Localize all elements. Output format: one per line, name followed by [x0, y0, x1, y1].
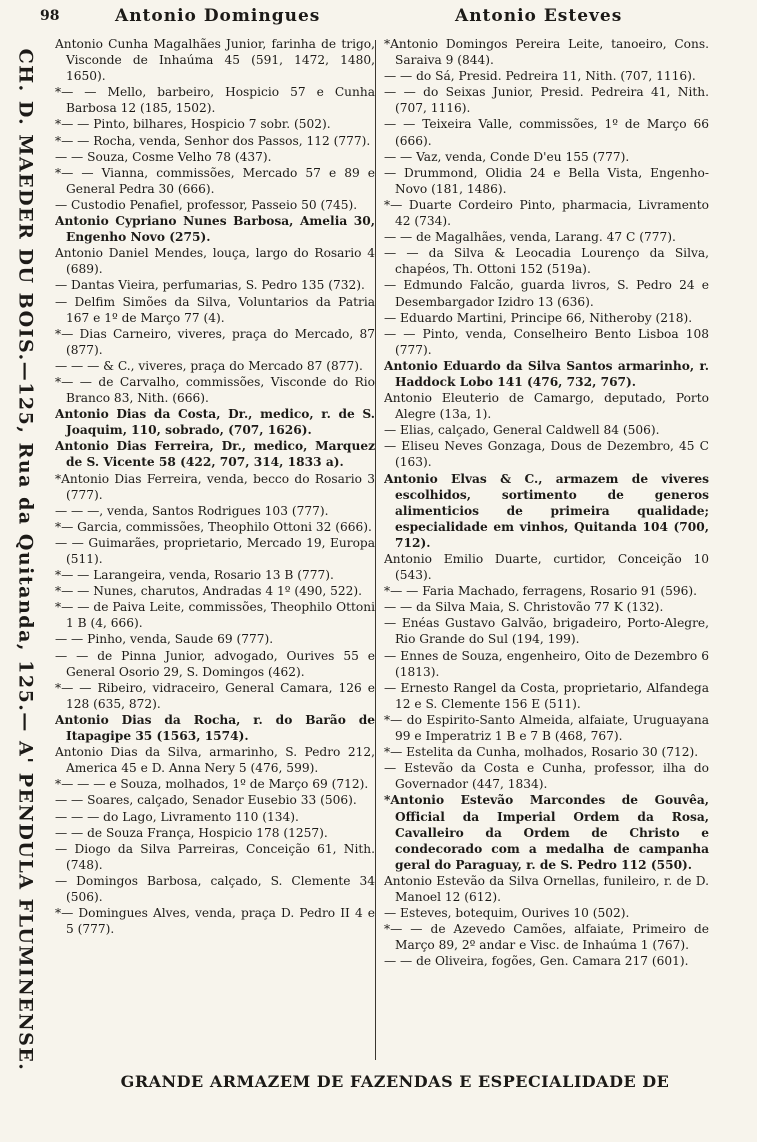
- directory-entry: *— — de Paiva Leite, commissões, Theophilo Ottoni 1 B (4, 666).: [55, 600, 375, 631]
- directory-entry: Antonio Dias da Costa, Dr., medico, r. de S. Joaquim, 110, sobrado, (707, 1626).: [55, 407, 375, 438]
- directory-entry: *— Dias Carneiro, viveres, praça do Mercado, 87 (877).: [55, 326, 375, 357]
- directory-entry: — Enéas Gustavo Galvão, brigadeiro, Porto-Alegre, Rio Grande do Sul (194, 199).: [384, 616, 709, 647]
- directory-entry: Antonio Eduardo da Silva Santos armarinho, r. Haddock Lobo 141 (476, 732, 767).: [384, 358, 709, 389]
- footer-banner: GRANDE ARMAZEM DE FAZENDAS E ESPECIALIDADE DE: [120, 1072, 670, 1091]
- page-header: [40, 6, 750, 32]
- directory-entry: *— do Espirito-Santo Almeida, alfaiate, Uruguayana 99 e Imperatriz 1 B e 7 B (468, 767).: [384, 712, 709, 744]
- directory-entry: — Dantas Vieira, perfumarias, S. Pedro 135 (732).: [55, 278, 365, 293]
- directory-entry: — — da Silva & Leocadia Lourenço da Silva, chapéos, Th. Ottoni 152 (519a).: [384, 246, 709, 277]
- right-column: [384, 36, 709, 1061]
- directory-entry: *Antonio Estevão Marcondes de Gouvêa, Official da Imperial Ordem da Rosa, Cavalleiro da Ordem de Christo e condecorado com a medalha de campanha geral do Paraguay, r. de S. Pedro 112 (550).: [384, 793, 709, 872]
- directory-entry: Antonio Cypriano Nunes Barbosa, Amelia 30, Engenho Novo (275).: [55, 214, 375, 245]
- directory-entry: — Drummond, Olidia 24 e Bella Vista, Engenho-Novo (181, 1486).: [384, 165, 709, 196]
- directory-entry: Antonio Emilio Duarte, curtidor, Conceição 10 (543).: [384, 552, 709, 583]
- directory-entry: — — do Sá, Presid. Pedreira 11, Nith. (707, 1116).: [384, 69, 696, 84]
- directory-entry: — — Soares, calçado, Senador Eusebio 33 (506).: [55, 793, 357, 808]
- directory-entry: — Delfim Simões da Silva, Voluntarios da Patria 167 e 1º de Março 77 (4).: [55, 294, 375, 325]
- directory-entry: — — de Oliveira, fogões, Gen. Camara 217 (601).: [384, 954, 689, 969]
- directory-entry: — Eliseu Neves Gonzaga, Dous de Dezembro, 45 C (163).: [384, 439, 709, 470]
- directory-entry: — — Souza, Cosme Velho 78 (437).: [55, 149, 272, 164]
- directory-entry: Antonio Eleuterio de Camargo, deputado, Porto Alegre (13a, 1).: [384, 391, 709, 422]
- directory-entry: Antonio Dias da Rocha, r. do Barão de Itapagipe 35 (1563, 1574).: [55, 712, 375, 744]
- directory-entry: *— — Vianna, commissões, Mercado 57 e 89 e General Pedra 30 (666).: [55, 165, 375, 196]
- directory-entry: — — Pinho, venda, Saude 69 (777).: [55, 632, 274, 647]
- directory-entry: *— — — e Souza, molhados, 1º de Março 69 (712).: [55, 777, 369, 792]
- side-advertisement: [2, 30, 48, 1090]
- directory-entry: — Domingos Barbosa, calçado, S. Clemente 34 (506).: [55, 873, 375, 904]
- directory-entry: — — Teixeira Valle, commissões, 1º de Março 66 (666).: [384, 117, 709, 148]
- directory-entry: Antonio Cunha Magalhães Junior, farinha de trigo, Visconde de Inhaúma 45 (591, 1472, 1480, 1650).: [55, 37, 375, 84]
- directory-entry: — Edmundo Falcão, guarda livros, S. Pedro 24 e Desembargador Izidro 13 (636).: [384, 278, 709, 309]
- directory-entry: — Estevão da Costa e Cunha, professor, ilha do Governador (447, 1834).: [384, 761, 709, 792]
- directory-entry: Antonio Estevão da Silva Ornellas, funileiro, r. de D. Manoel 12 (612).: [384, 873, 709, 904]
- directory-entry: — — de Magalhães, venda, Larang. 47 C (777).: [384, 230, 676, 245]
- directory-entry: *— — Ribeiro, vidraceiro, General Camara, 126 e 128 (635, 872).: [55, 680, 375, 711]
- directory-entry: *— Garcia, commissões, Theophilo Ottoni 32 (666).: [55, 519, 372, 534]
- directory-entry: *Antonio Dias Ferreira, venda, becco do Rosario 3 (777).: [55, 471, 375, 502]
- directory-entry: — — Pinto, venda, Conselheiro Bento Lisboa 108 (777).: [384, 326, 709, 357]
- header-left-title: Antonio Domingues: [115, 6, 321, 26]
- directory-entry: *— — Faria Machado, ferragens, Rosario 91 (596).: [384, 584, 698, 599]
- directory-entry: — Ennes de Souza, engenheiro, Oito de Dezembro 6 (1813).: [384, 648, 709, 679]
- directory-entry: Antonio Dias da Silva, armarinho, S. Pedro 212, America 45 e D. Anna Nery 5 (476, 599).: [55, 745, 375, 776]
- directory-entry: — — —, venda, Santos Rodrigues 103 (777).: [55, 503, 329, 518]
- directory-entry: — Eduardo Martini, Principe 66, Nitheroby (218).: [384, 310, 693, 325]
- directory-entry: *— — Nunes, charutos, Andradas 4 1º (490, 522).: [55, 584, 363, 599]
- directory-entry: *Antonio Domingos Pereira Leite, tanoeiro, Cons. Saraiva 9 (844).: [384, 37, 709, 68]
- directory-entry: *— — de Azevedo Camões, alfaiate, Primeiro de Março 89, 2º andar e Visc. de Inhaúma 1 (767).: [384, 922, 709, 953]
- directory-entry: *— — Rocha, venda, Senhor dos Passos, 112 (777).: [55, 133, 371, 148]
- directory-entry: — — de Pinna Junior, advogado, Ourives 55 e General Osorio 29, S. Domingos (462).: [55, 648, 375, 679]
- left-column: [55, 36, 375, 1061]
- directory-entry: *— Estelita da Cunha, molhados, Rosario 30 (712).: [384, 745, 699, 760]
- directory-entry: — — de Souza França, Hospicio 178 (1257).: [55, 825, 328, 840]
- directory-entry: — Elias, calçado, General Caldwell 84 (506).: [384, 423, 660, 438]
- directory-entry: *— Domingues Alves, venda, praça D. Pedro II 4 e 5 (777).: [55, 906, 375, 937]
- directory-entry: *— — de Carvalho, commissões, Visconde do Rio Branco 83, Nith. (666).: [55, 374, 375, 406]
- directory-entry: — — — do Lago, Livramento 110 (134).: [55, 809, 299, 824]
- directory-entry: — Custodio Penafiel, professor, Passeio 50 (745).: [55, 197, 358, 212]
- directory-entry: — — — & C., viveres, praça do Mercado 87 (877).: [55, 358, 363, 373]
- directory-entry: — — da Silva Maia, S. Christovão 77 K (132).: [384, 600, 664, 615]
- directory-entry: *— Duarte Cordeiro Pinto, pharmacia, Livramento 42 (734).: [384, 197, 709, 229]
- directory-entry: Antonio Dias Ferreira, Dr., medico, Marquez de S. Vicente 58 (422, 707, 314, 1833 a).: [55, 439, 375, 470]
- header-right-title: Antonio Esteves: [455, 6, 623, 26]
- directory-entry: *— — Mello, barbeiro, Hospicio 57 e Cunha Barbosa 12 (185, 1502).: [55, 85, 375, 116]
- column-divider: [375, 40, 376, 1060]
- directory-entry: — Diogo da Silva Parreiras, Conceição 61, Nith. (748).: [55, 841, 375, 872]
- directory-entry: — — do Seixas Junior, Presid. Pedreira 41, Nith. (707, 1116).: [384, 85, 709, 116]
- directory-entry: — Esteves, botequim, Ourives 10 (502).: [384, 906, 630, 921]
- directory-entry: — — Guimarães, proprietario, Mercado 19, Europa (511).: [55, 535, 375, 566]
- directory-entry: *— — Larangeira, venda, Rosario 13 B (777).: [55, 568, 334, 583]
- directory-entry: — Ernesto Rangel da Costa, proprietario, Alfandega 12 e S. Clemente 156 E (511).: [384, 680, 709, 711]
- directory-entry: — — Vaz, venda, Conde D'eu 155 (777).: [384, 149, 630, 164]
- directory-entry: *— — Pinto, bilhares, Hospicio 7 sobr. (502).: [55, 117, 331, 132]
- directory-entry: Antonio Elvas & C., armazem de viveres escolhidos, sortimento de generos alimenticios de primeira qualidade; especialidade em vinhos, Quitanda 104 (700, 712).: [384, 471, 709, 550]
- directory-entry: Antonio Daniel Mendes, louça, largo do Rosario 4 (689).: [55, 246, 375, 277]
- page-number: 98: [40, 8, 60, 24]
- side-advertisement-text: CH. D. MAEDER DU BOIS.—125, Rua da Quitanda, 125.— A' PENDULA FLUMINENSE.: [14, 48, 37, 1072]
